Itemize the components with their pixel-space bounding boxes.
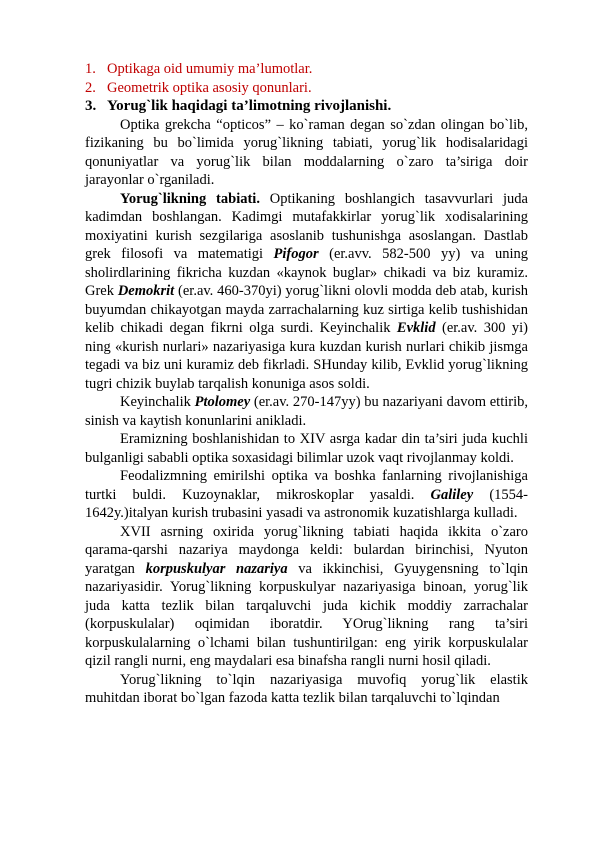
body-paragraph bbox=[85, 671, 528, 708]
text-run: Keyinchalik bbox=[120, 394, 195, 410]
topic-list bbox=[85, 60, 528, 116]
emphasized-name: Pifogor bbox=[273, 246, 319, 262]
body-paragraph bbox=[85, 430, 528, 467]
emphasized-name: Demokrit bbox=[117, 283, 175, 299]
body-paragraph bbox=[85, 467, 528, 523]
topic-text: Optikaga oid umumiy ma’lumotlar. bbox=[107, 61, 313, 77]
topic-number: 3. bbox=[85, 98, 97, 114]
text-run: (er.av. 460-370yi) yorug`likni olovli modda deb atab, kurish buyumdan chikayotgan mayda zarrachalarning kuz sirtiga kelib tushishidan kelib chikadi degan fikrni olga surdi. Keyinchalik bbox=[85, 283, 528, 336]
bold-heading: Yorug`likning tabiati. bbox=[120, 190, 260, 207]
topic-text: Yorug`lik haqidagi ta’limotning rivojlanishi. bbox=[107, 98, 392, 114]
text-run: XVII asrning oxirida yorug`likning tabiati haqida ikkita o`zaro qarama-qarshi nazariya maydonga keldi: bulardan birinchisi, Nyuton yaratgan bbox=[85, 523, 528, 577]
text-run: (1554-1642y.)italyan kurish trubasini yasadi va astronomik kuzatishlarga kulladi. bbox=[85, 486, 528, 521]
text-run: Yorug`likning to`lqin nazariyasiga muvofiq yorug`lik elastik muhitdan iborat bo`lgan fazoda katta tezlik bilan tarqaluvchi to`lqindan bbox=[85, 671, 528, 706]
text-run: Eramizning boshlanishidan to XIV asrga kadar din ta’siri juda kuchli bulganligi sababli optika soxasidagi bilimlar uzok vaqt rivojlanmay koldi. bbox=[85, 431, 528, 466]
text-run: Optika grekcha “opticos” – ko`raman degan so`zdan olingan bo`lib, fizikaning bu bo`limida yorug`likning tabiati, yorug`lik hodisalaridagi qonuniyatlar va yorug`lik bilan moddalarning o`zaro ta’siriga doir jarayonlar o`rganiladi. bbox=[85, 116, 528, 188]
topic-text: Geometrik optika asosiy qonunlari. bbox=[107, 79, 312, 96]
text-run: Optikaning boshlangich tasavvurlari juda kadimdan boshlangan. Kadimgi mutafakkirlar yorug`lik xodisalarining moxiyatini kurish sezgilariga asoslanib tushunishga asoslangan. Dastlab grek filosofi va matematigi bbox=[85, 190, 528, 262]
topic-number: 1. bbox=[85, 61, 96, 77]
text-run: va ikkinchisi, Gyuygensning to`lqin nazariyasidir. Yorug`likning korpuskulyar nazariyasiga binoan, yorug`lik juda katta tezlik bilan tarqaluvchi juda kichik moddiy zarrachalar (korpuskulalar) oqimidan iboratdir. YOrug`likning rang ta’siri korpuskulalarning o`lchami bilan tushuntirilgan: eng yirik korpuskulalar qizil rangli nurni, eng maydalari esa binafsha rangli nurni hosil qiladi. bbox=[85, 560, 528, 669]
body-paragraph bbox=[85, 393, 528, 430]
topic-item-3 bbox=[85, 97, 528, 116]
text-run: (er.av. 270-147yy) bu nazariyani davom ettirib, sinish va kaytish konunlarini anikladi. bbox=[85, 394, 528, 429]
body-paragraph bbox=[85, 116, 528, 190]
body-paragraph bbox=[85, 523, 528, 671]
emphasized-name: korpuskulyar nazariya bbox=[145, 560, 288, 577]
text-run: (er.avv. 582-500 yy) va uning sholirdlarining fikricha kuzdan «kaynok buglar» chikadi va biz kuramiz. Grek bbox=[85, 246, 528, 299]
topic-number: 2. bbox=[85, 79, 96, 96]
text-run: (er.av. 300 yi) ning «kurish nurlari» nazariyasiga kura kuzdan kurish nurlari chikib jismga tegadi va biz uni kuramiz deb fikrladi. SHunday kilib, Evklid yorug`likning tugri chizik buylab tarqalish konuniga asos soldi. bbox=[85, 320, 528, 392]
topic-item-2 bbox=[85, 79, 528, 98]
text-run: Feodalizmning emirilshi optika va boshka fanlarning rivojlanishiga turtki buldi. Kuzoynaklar, mikroskoplar yasaldi. bbox=[85, 468, 528, 503]
emphasized-name: Galiley bbox=[430, 486, 474, 503]
emphasized-name: Evklid bbox=[396, 320, 436, 336]
topic-item-1 bbox=[85, 60, 528, 79]
emphasized-name: Ptolomey bbox=[194, 394, 251, 410]
body-text bbox=[85, 116, 528, 708]
page-content bbox=[85, 60, 528, 708]
body-paragraph bbox=[85, 190, 528, 394]
